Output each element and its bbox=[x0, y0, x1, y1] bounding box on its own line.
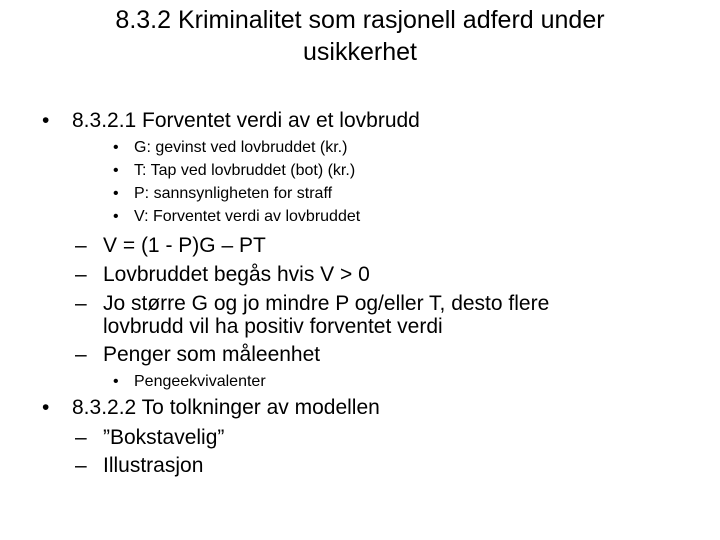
definition-text: T: Tap ved lovbruddet (bot) (kr.) bbox=[134, 162, 356, 179]
bullet-marker: • bbox=[113, 139, 119, 156]
dash-point-text: Illustrasjon bbox=[103, 454, 204, 477]
dash-point-continuation-text: lovbrudd vil ha positiv forventet verdi bbox=[103, 315, 443, 338]
dash-marker: – bbox=[75, 292, 87, 315]
formula-text: V = (1 - P)G – PT bbox=[103, 234, 266, 257]
definition-text: P: sannsynligheten for straff bbox=[134, 185, 333, 202]
dash-point-text: Jo større G og jo mindre P og/eller T, desto flere bbox=[103, 292, 550, 315]
bullet-marker: • bbox=[113, 162, 119, 179]
dash-marker: – bbox=[75, 234, 87, 257]
dash-point-continuation bbox=[103, 314, 443, 340]
bullet-marker: • bbox=[42, 396, 50, 419]
dash-point-text: Penger som måleenhet bbox=[103, 343, 321, 366]
title-line-1: 8.3.2 Kriminalitet som rasjonell adferd under bbox=[115, 6, 605, 34]
definition-text: G: gevinst ved lovbruddet (kr.) bbox=[134, 139, 348, 156]
dash-marker: – bbox=[75, 454, 87, 477]
bullet-marker: • bbox=[113, 208, 119, 225]
definition-text: V: Forventet verdi av lovbruddet bbox=[134, 208, 361, 225]
bullet-marker: • bbox=[113, 185, 119, 202]
bullet-marker: • bbox=[42, 109, 50, 132]
slide-title bbox=[60, 4, 660, 68]
bullet-marker: • bbox=[113, 373, 119, 390]
dash-point-text: Lovbruddet begås hvis V > 0 bbox=[103, 263, 370, 286]
dash-marker: – bbox=[75, 343, 87, 366]
dash-marker: – bbox=[75, 426, 87, 449]
title-line-2: usikkerhet bbox=[303, 38, 417, 66]
dash-point-text: ”Bokstavelig” bbox=[103, 426, 225, 449]
bullet-section-2-text: 8.3.2.2 To tolkninger av modellen bbox=[72, 396, 380, 419]
bullet-section-1-text: 8.3.2.1 Forventet verdi av et lovbrudd bbox=[72, 109, 420, 132]
sub-point-text: Pengeekvivalenter bbox=[134, 373, 266, 390]
dash-marker: – bbox=[75, 263, 87, 286]
